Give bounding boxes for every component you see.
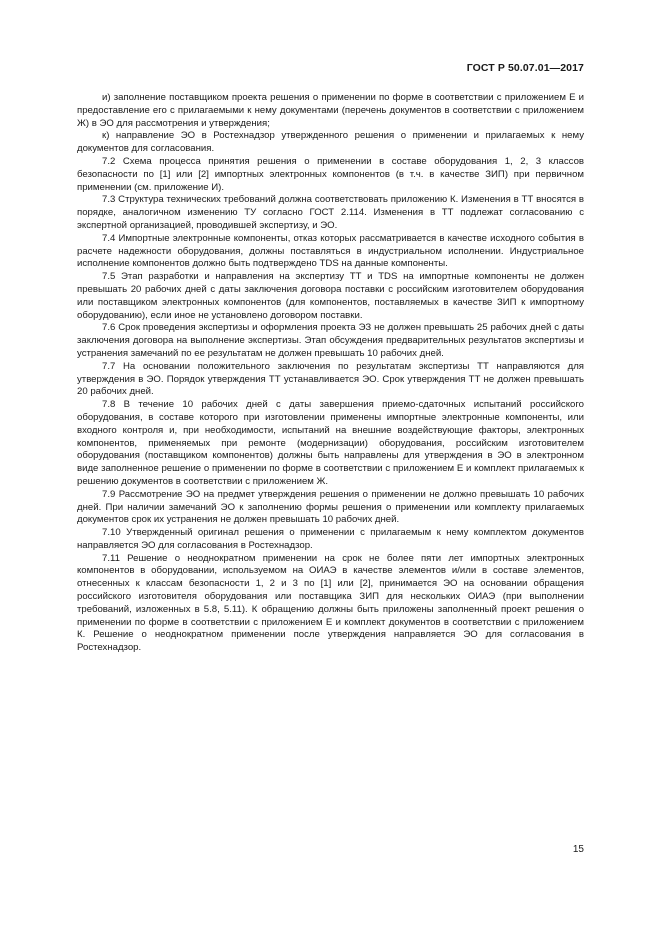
page-number: 15 [572, 844, 584, 855]
paragraph-item-k: к) направление ЭО в Ростехнадзор утвержденного решения о применении и прилагаемых к нему документов для согласования. [77, 130, 584, 155]
paragraph-item-i: и) заполнение поставщиком проекта решения о применении по форме в соответствии с приложением Е и предоставление его с прилагаемыми к нему документами (перечень документов в соответствии с приложением Ж) в ЭО для рассмотрения и утверждения; [77, 92, 584, 129]
paragraph-7-4: 7.4 Импортные электронные компоненты, отказ которых рассматривается в качестве исходного события в расчете надежности оборудования, должны поставляться в индустриальном исполнении. Индустриальное исполнение компонентов должно быть подтверждено TDS на данные компоненты. [77, 232, 584, 270]
paragraph-7-3: 7.3 Структура технических требований должна соответствовать приложению К. Изменения в ТТ вносятся в порядке, аналогичном изменению ТУ согласно ГОСТ 2.114. Изменения в ТТ подлежат согласованию с экспертной организацией, проводившей экспертизу, и ЭО. [77, 194, 584, 231]
document-header-gost-id: ГОСТ Р 50.07.01—2017 [466, 62, 584, 74]
paragraph-7-5: 7.5 Этап разработки и направления на экспертизу ТТ и TDS на импортные компоненты не должен превышать 20 рабочих дней с даты заключения договора поставки с российским изготовителем оборудования или поставщиком электронных компонентов (для компонентов, поставляемых в качестве ЗИП к импортному оборудованию), если иное не установлено договором поставки. [77, 271, 584, 321]
paragraph-7-10: 7.10 Утвержденный оригинал решения о применении с прилагаемым к нему комплектом документов направляется ЭО для согласования в Ростехнадзор. [77, 527, 584, 551]
document-body [77, 92, 584, 655]
paragraph-7-7: 7.7 На основании положительного заключения по результатам экспертизы ТТ направляются для утверждения в ЭО. Порядок утверждения ТТ устанавливается ЭО. Срок утверждения ТТ не должен превышать 20 рабочих дней. [77, 360, 584, 398]
paragraph-7-2: 7.2 Схема процесса принятия решения о применении в составе оборудования 1, 2, 3 классов безопасности по [1] или [2] импортных электронных компонентов (в т.ч. в качестве ЗИП) при первичном применении (см. приложение И). [77, 155, 584, 193]
paragraph-7-9: 7.9 Рассмотрение ЭО на предмет утверждения решения о применении не должно превышать 10 рабочих дней. При наличии замечаний ЭО к заполнению формы решения о применении или комплекту прилагаемых документов срок их устранения не должен превышать 10 рабочих дней. [77, 488, 584, 526]
paragraph-7-6: 7.6 Срок проведения экспертизы и оформления проекта ЭЗ не должен превышать 25 рабочих дней с даты заключения договора на выполнение экспертизы. Этап обсуждения предварительных результатов экспертизы и устранения замечаний по ее результатам не должен превышать 10 рабочих дней. [77, 322, 584, 359]
paragraph-7-11: 7.11 Решение о неоднократном применении на срок не более пяти лет импортных электронных компонентов в оборудовании, используемом на ОИАЭ в качестве элементов и/или в составе элементов, отнесенных к классам безопасности 1, 2 и 3 по [1] или [2], принимается ЭО на основании обращения российского изготовителя оборудования или поставщика ЗИП для нескольких ОИАЭ (при выполнении требований, изложенных в 5.8, 5.11). К обращению должны быть приложены заполненный проект решения о применении по форме в соответствии с приложением Е и комплект документов в соответствии с приложением К. Решение о неоднократном применении после утверждения направляется ЭО для согласования в Ростехнадзор. [77, 552, 584, 654]
paragraph-7-8: 7.8 В течение 10 рабочих дней с даты завершения приемо-сдаточных испытаний российского оборудования, в составе которого при изготовлении применены импортные электронные компоненты, или входного контроля и, при необходимости, испытаний на внешние воздействующие факторы, электронных компонентов, применяемых при ремонте (модернизации) оборудования, российским изготовителем оборудования (поставщиком компонентов) должны быть направлены для утверждения в ЭО в электронном виде заполненное решение о применении по форме в соответствии с приложением Е и комплект прилагаемых к решению документов в соответствии с приложением Ж. [77, 399, 584, 487]
